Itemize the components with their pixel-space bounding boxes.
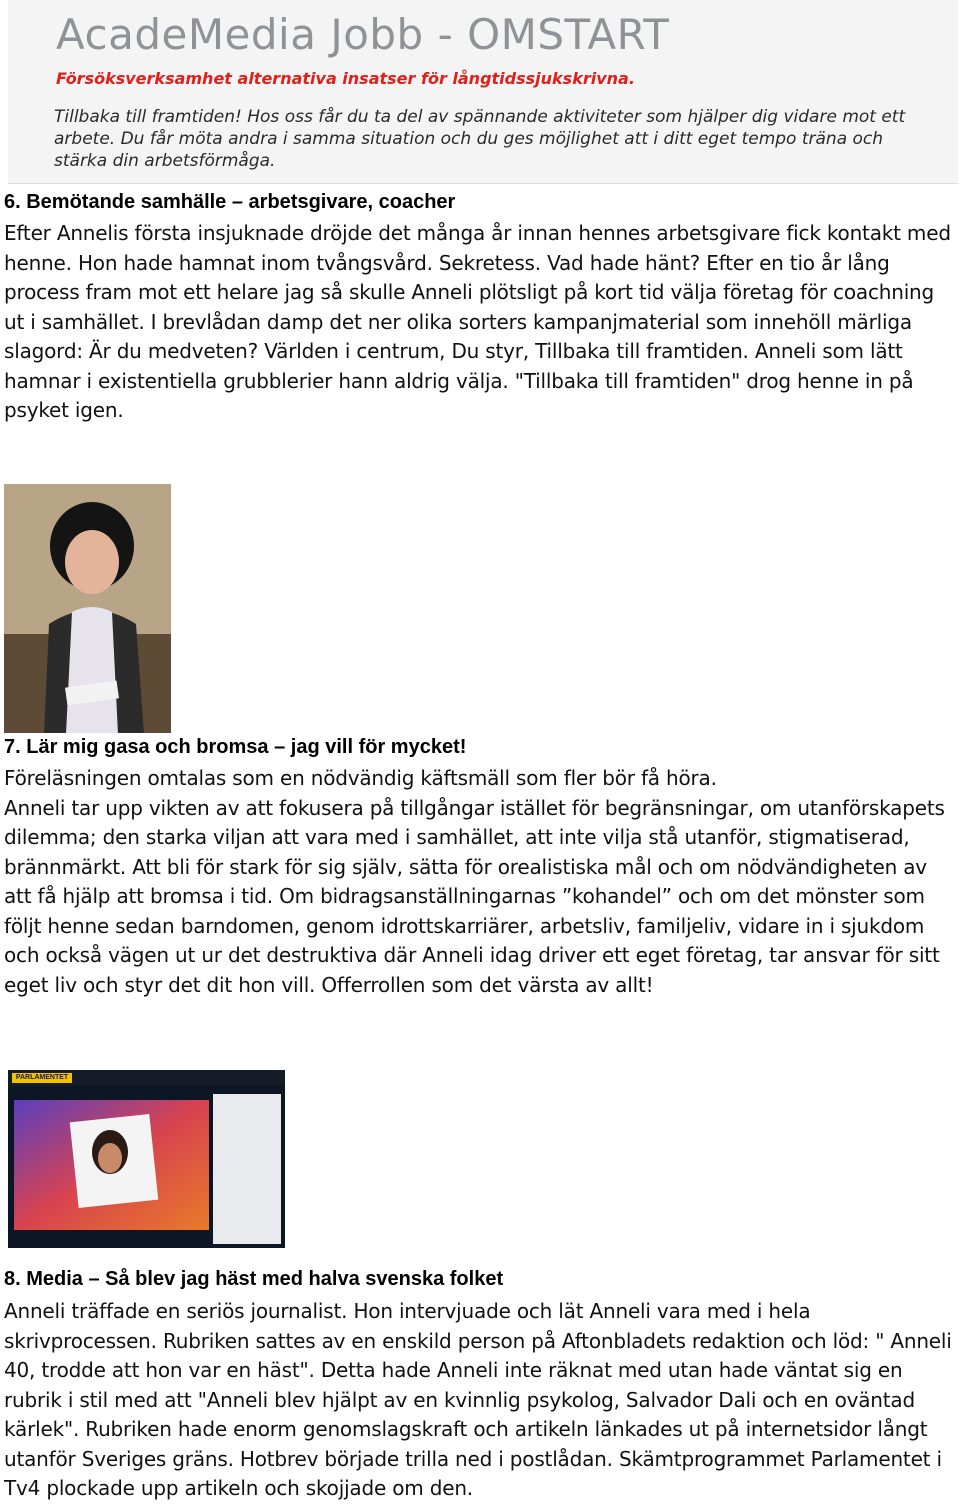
parlamentet-screenshot (8, 1070, 285, 1248)
comments-sidebar (213, 1094, 281, 1244)
section-6-paragraph: Efter Annelis första insjuknade dröjde det många år innan hennes arbetsgivare fick kontakt med henne. Hon hade hamnat inom tvångsvård. Sekretess. Vad hade hänt? Efter en tio år lång process fram mot ett helare jag så skulle Anneli plötsligt på kort tid välja företag för coachning ut i samhället. I brevlådan damp det ner olika sorters kampanjmaterial som innehöll märliga slagord: Är du medveten? Världen i centrum, Du styr, Tillbaka till framtiden. Anneli som lätt hamnar i existentiella grubblerier hann aldrig välja. "Tillbaka till framtiden" drog henne in på psyket igen. (4, 221, 951, 422)
banner-title: AcadeMedia Jobb - OMSTART (56, 10, 670, 59)
section-7-heading: 7. Lär mig gasa och bromsa – jag vill för mycket! (4, 736, 467, 758)
section-7-text (4, 764, 956, 1000)
section-6-heading: 6. Bemötande samhälle – arbetsgivare, coacher (4, 191, 456, 213)
academedia-banner (8, 0, 958, 184)
banner-subtitle: Försöksverksamhet alternativa insatser för långtidssjukskrivna. (56, 69, 635, 88)
section-8-heading: 8. Media – Så blev jag häst med halva svenska folket (4, 1268, 504, 1290)
section-8-paragraph: Anneli träffade en seriös journalist. Hon intervjuade och lät Anneli vara med i hela skrivprocessen. Rubriken sattes av en enskild person på Aftonbladets redaktion och löd: " Anneli 40, trodde att hon var en häst". Detta hade Anneli inte räknat med utan hade väntat sig en rubrik i stil med att "Anneli blev hjälpt av en kvinnlig psykolog, Salvador Dali och en oväntad kärlek". Rubriken hade enorm genomslagskraft och artikeln länkades ut på internetsidor långt utanför Sveriges gräns. Hotbrev började trilla ned i postlådan. Skämtprogrammet Parlamentet i Tv4 plockade upp artikeln och skojjade om den. (4, 1299, 952, 1500)
parlamentet-logo: PARLAMENTET (12, 1073, 72, 1083)
anneli-photo (4, 484, 171, 733)
section-8-text (4, 1297, 956, 1504)
banner-body: Tillbaka till framtiden! Hos oss får du ta del av spännande aktiviteter som hjälper dig vidare mot ett arbete. Du får möta andra i samma situation och du ges möjlighet att i ditt eget tempo träna och stärka din arbetsförmåga. (54, 107, 906, 171)
portrait-image (4, 484, 171, 733)
tv-top-bar (8, 1070, 285, 1086)
section-6-text (4, 219, 956, 426)
section-7-paragraph: Anneli tar upp vikten av att fokusera på tillgångar istället för begränsningar, om utanförskapets dilemma; den starka viljan att vara med i samhället, att inte vilja stå utanför, stigmatiserad, brännmärkt. Att bli för stark för sig själv, sätta för orealistiska mål och om nödvändigheten av att få hjälp att bromsa i tid. Om bidragsanställningarnas ”kohandel” och om det mönster som följt henne sedan barndomen, genom idrottskarriärer, arbetsliv, familjeliv, vidare in i sjukdom och också vägen ut ur det destruktiva där Anneli idag driver ett eget företag, tar ansvar för sitt eget liv och styr det dit hon vill. Offerrollen som det värsta av allt! (4, 795, 945, 997)
section-7-lead: Föreläsningen omtalas som en nödvändig käftsmäll som fler bör få höra. (4, 766, 717, 790)
video-frame (14, 1100, 209, 1230)
